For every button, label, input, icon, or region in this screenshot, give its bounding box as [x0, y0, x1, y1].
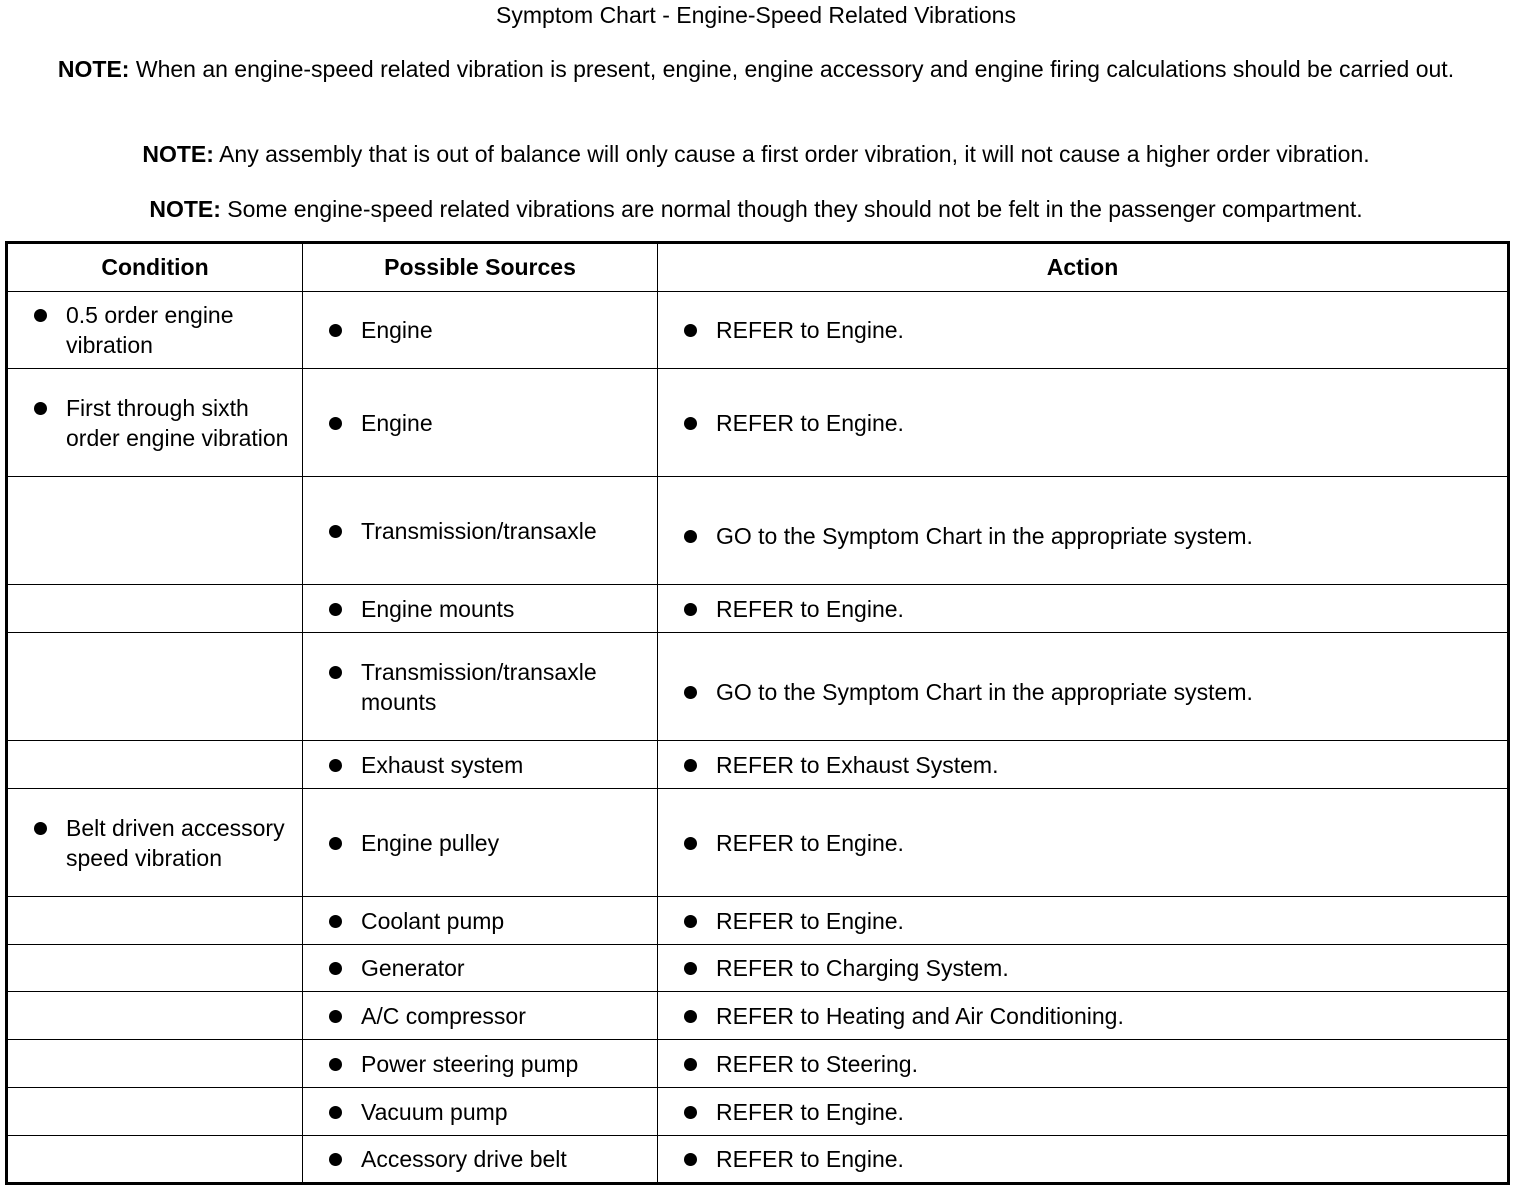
bullet-icon [684, 962, 697, 975]
cell-text: REFER to Engine. [716, 1146, 904, 1172]
cell-text: Engine [361, 409, 433, 436]
source-cell [303, 292, 658, 369]
source-cell [303, 741, 658, 789]
bullet-icon [34, 822, 47, 835]
cell-text: Transmission/transaxle [361, 517, 597, 544]
cell-text: REFER to Engine. [716, 1098, 904, 1125]
note-text: Any assembly that is out of balance will only cause a first order vibration, it will not cause a higher order vibration. [219, 141, 1370, 167]
cell-text: REFER to Engine. [716, 595, 904, 622]
cell-text: REFER to Engine. [716, 317, 904, 343]
source-cell [303, 369, 658, 477]
source-cell [303, 789, 658, 897]
cell-text: Engine mounts [361, 595, 515, 622]
table-row [7, 741, 1509, 789]
action-cell [658, 633, 1509, 741]
bullet-item [303, 657, 657, 717]
note-label: NOTE: [142, 141, 214, 167]
bullet-icon [684, 530, 697, 543]
cell-text: REFER to Heating and Air Conditioning. [716, 1002, 1124, 1029]
table-header-row [7, 243, 1509, 292]
page-title: Symptom Chart - Engine-Speed Related Vibrations [496, 2, 1016, 28]
condition-cell [7, 789, 303, 897]
bullet-icon [34, 309, 47, 322]
bullet-icon [329, 1058, 342, 1071]
table-row [7, 897, 1509, 945]
table-row [7, 789, 1509, 897]
bullet-item [658, 1001, 1507, 1031]
condition-cell [7, 1088, 303, 1136]
note-2 [20, 139, 1492, 169]
table-row [7, 1088, 1509, 1136]
cell-text: Engine pulley [361, 829, 500, 856]
source-cell [303, 1088, 658, 1136]
symptom-chart-table [5, 241, 1510, 1185]
source-cell [303, 897, 658, 945]
header-possible-sources: Possible Sources [303, 243, 658, 292]
bullet-item [658, 315, 1507, 345]
bullet-icon [329, 837, 342, 850]
table-row [7, 477, 1509, 585]
condition-cell [7, 741, 303, 789]
bullet-icon [34, 402, 47, 415]
bullet-item [658, 408, 1507, 438]
table-row [7, 1136, 1509, 1184]
bullet-item [658, 906, 1507, 936]
bullet-item [303, 750, 657, 780]
source-cell [303, 477, 658, 585]
condition-cell [7, 633, 303, 741]
header-action: Action [658, 243, 1509, 292]
bullet-item [303, 1144, 657, 1174]
cell-text: A/C compressor [361, 1002, 526, 1029]
note-1 [20, 54, 1492, 84]
cell-text: Belt driven accessory speed vibration [66, 814, 285, 871]
cell-text: GO to the Symptom Chart in the appropriate system. [716, 522, 1253, 549]
action-cell [658, 585, 1509, 633]
cell-text: Coolant pump [361, 907, 505, 934]
action-cell [658, 741, 1509, 789]
table-body [7, 292, 1509, 1184]
source-cell [303, 585, 658, 633]
bullet-item [303, 953, 657, 983]
table-row [7, 1040, 1509, 1088]
cell-text: Generator [361, 955, 465, 981]
cell-text: REFER to Engine. [716, 829, 904, 856]
bullet-item [303, 594, 657, 624]
action-cell [658, 477, 1509, 585]
condition-cell [7, 897, 303, 945]
bullet-item [658, 594, 1507, 624]
source-cell [303, 992, 658, 1040]
bullet-item [303, 408, 657, 438]
action-cell [658, 1040, 1509, 1088]
condition-cell [7, 292, 303, 369]
condition-cell [7, 369, 303, 477]
condition-cell [7, 477, 303, 585]
bullet-item [303, 315, 657, 345]
bullet-icon [329, 525, 342, 538]
bullet-item [658, 750, 1507, 780]
cell-text: REFER to Exhaust System. [716, 751, 999, 778]
bullet-item [658, 1144, 1507, 1174]
bullet-icon [329, 324, 342, 337]
bullet-item [658, 521, 1507, 551]
bullet-item [658, 953, 1507, 983]
bullet-icon [684, 837, 697, 850]
bullet-icon [329, 1106, 342, 1119]
action-cell [658, 945, 1509, 992]
condition-cell [7, 945, 303, 992]
cell-text: Vacuum pump [361, 1098, 508, 1125]
bullet-icon [684, 759, 697, 772]
note-text: When an engine-speed related vibration is present, engine, engine accessory and engine firing calculations should be carried out. [135, 56, 1455, 82]
bullet-icon [329, 759, 342, 772]
source-cell [303, 1136, 658, 1184]
bullet-item [658, 828, 1507, 858]
action-cell [658, 897, 1509, 945]
table-row [7, 292, 1509, 369]
condition-cell [7, 585, 303, 633]
bullet-item [303, 1001, 657, 1031]
bullet-icon [684, 324, 697, 337]
bullet-item [8, 813, 302, 873]
table-row [7, 585, 1509, 633]
action-cell [658, 1136, 1509, 1184]
bullet-item [658, 1097, 1507, 1127]
table-row [7, 992, 1509, 1040]
cell-text: REFER to Engine. [716, 409, 904, 436]
bullet-icon [684, 686, 697, 699]
cell-text: First through sixth order engine vibration [66, 394, 289, 451]
header-condition: Condition [7, 243, 303, 292]
cell-text: Transmission/transaxle mounts [361, 658, 597, 715]
cell-text: Accessory drive belt [361, 1146, 567, 1172]
bullet-icon [329, 915, 342, 928]
action-cell [658, 1088, 1509, 1136]
bullet-item [303, 906, 657, 936]
bullet-item [303, 516, 657, 546]
bullet-icon [329, 962, 342, 975]
condition-cell [7, 1040, 303, 1088]
cell-text: REFER to Engine. [716, 907, 904, 934]
condition-cell [7, 992, 303, 1040]
bullet-icon [684, 1010, 697, 1023]
source-cell [303, 945, 658, 992]
bullet-icon [684, 417, 697, 430]
bullet-icon [684, 1058, 697, 1071]
bullet-icon [684, 1153, 697, 1166]
bullet-icon [329, 603, 342, 616]
cell-text: Engine [361, 317, 433, 343]
action-cell [658, 369, 1509, 477]
cell-text: REFER to Steering. [716, 1050, 918, 1077]
action-cell [658, 292, 1509, 369]
bullet-item [303, 828, 657, 858]
cell-text: 0.5 order engine vibration [66, 302, 234, 358]
table-row [7, 945, 1509, 992]
bullet-icon [329, 1010, 342, 1023]
bullet-icon [684, 1106, 697, 1119]
table-row [7, 633, 1509, 741]
condition-cell [7, 1136, 303, 1184]
bullet-item [8, 300, 302, 360]
bullet-item [303, 1049, 657, 1079]
cell-text: REFER to Charging System. [716, 955, 1009, 981]
note-3 [20, 194, 1492, 224]
note-label: NOTE: [149, 196, 221, 222]
source-cell [303, 633, 658, 741]
cell-text: Power steering pump [361, 1050, 579, 1077]
bullet-item [658, 1049, 1507, 1079]
bullet-item [658, 677, 1507, 707]
bullet-icon [329, 417, 342, 430]
table-row [7, 369, 1509, 477]
bullet-icon [684, 915, 697, 928]
note-label: NOTE: [57, 56, 130, 82]
bullet-icon [329, 1153, 342, 1166]
cell-text: Exhaust system [361, 751, 524, 778]
cell-text: GO to the Symptom Chart in the appropriate system. [716, 678, 1253, 705]
action-cell [658, 789, 1509, 897]
bullet-item [8, 393, 302, 453]
bullet-icon [684, 603, 697, 616]
bullet-item [303, 1097, 657, 1127]
source-cell [303, 1040, 658, 1088]
note-text: Some engine-speed related vibrations are normal though they should not be felt in the passenger compartment. [227, 196, 1363, 222]
action-cell [658, 992, 1509, 1040]
bullet-icon [329, 666, 342, 679]
